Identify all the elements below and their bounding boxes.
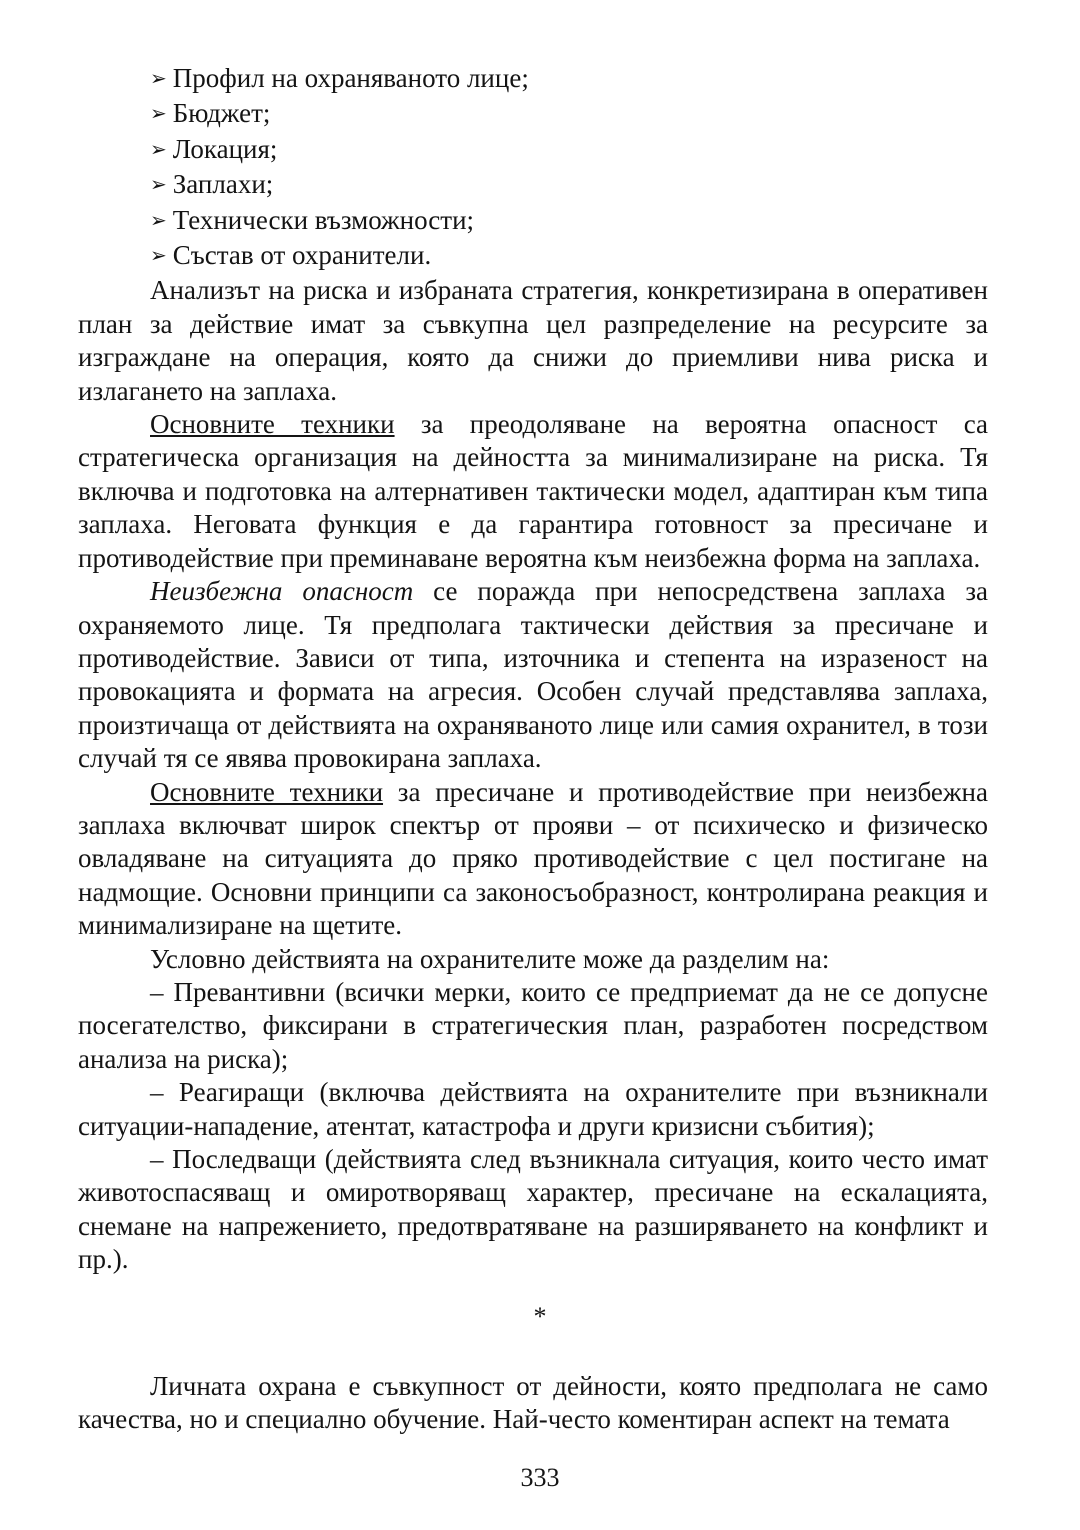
underlined-term: Основните техники [150, 776, 384, 807]
paragraph-subsequent: – Последващи (действията след възникнала ситуация, които често имат животоспасяващ и омиротворяващ характер, пресичане на ескалацията, снемане на напрежението, предотвратяване на разширяването на конфликт и пр.). [78, 1144, 988, 1275]
paragraph-risk-analysis: Анализът на риска и избраната стратегия, конкретизирана в оперативен план за действие имат за съвкупна цел разпределение на ресурсите за изграждане на операция, която да снижи до приемливи нива риска и излагането на заплаха. [78, 275, 988, 406]
paragraph-inevitable-danger [78, 575, 988, 775]
arrowhead-bullet-icon: ➢ [150, 136, 167, 161]
paragraph-personal-security: Личната охрана е съвкупност от дейности, която предполага не само качества, но и специално обучение. Най-често коментиран аспект на темата [78, 1371, 988, 1435]
paragraph-actions-intro: Условно действията на охранителите може да разделим на: [150, 943, 830, 974]
page-number: 333 [520, 1463, 560, 1492]
list-item [78, 168, 988, 203]
paragraph-text: за преодоляване на вероятна опасност са стратегическа организация на дейността за минимализиране на риска. Тя включва и подготовка на алтернативен тактически модел, адаптиран към типа заплаха. Неговата функция е да гарантира готовност за пресичане и противодействие при преминаване вероятна към неизбежна форма на заплаха. [78, 409, 988, 573]
page-body [78, 62, 988, 1277]
list-item-text: Технически възможности; [172, 204, 475, 235]
paragraph-preventive: – Превантивни (всички мерки, които се предприемат да не се допусне посегателство, фиксирани в стратегическия план, разработен посредством анализа на риска); [78, 976, 988, 1074]
underlined-term: Основните техники [150, 409, 395, 440]
list-item-text: Състав от охранители. [172, 240, 432, 271]
paragraph-reactive: – Реагиращи (включва действията на охранителите при възникнали ситуации-нападение, атентат, катастрофа и други кризисни събития); [78, 1077, 988, 1141]
arrowhead-bullet-icon: ➢ [150, 243, 167, 268]
arrowhead-bullet-icon: ➢ [150, 172, 167, 197]
paragraph-text: за пресичане и противодействие при неизбежна заплаха включват широк спектър от прояви – от психическо и физическо овладяване на ситуацията до пряко противодействие с цел постигане на надмощие. Основни принципи са законосъобразност, контролирана реакция и минимализиране на щетите. [78, 776, 988, 941]
list-item-text: Бюджет; [172, 98, 271, 129]
paragraph-basic-techniques-inevitable [78, 776, 988, 943]
list-item-text: Профил на охраняваното лице; [172, 63, 529, 93]
arrowhead-bullet-icon: ➢ [150, 207, 167, 232]
list-item [78, 204, 988, 239]
list-item-text: Локация; [172, 133, 278, 164]
list-item [78, 239, 988, 274]
list-item [78, 97, 988, 132]
italic-term: Неизбежна опасност [150, 576, 414, 607]
list-item-text: Заплахи; [172, 169, 274, 200]
list-item [78, 133, 988, 168]
list-item [78, 62, 988, 97]
paragraph-basic-techniques-probable [78, 408, 988, 575]
section-separator: * [533, 1302, 547, 1331]
arrowhead-bullet-icon: ➢ [150, 101, 167, 126]
arrowhead-bullet-icon: ➢ [150, 66, 167, 90]
paragraph-text: се поражда при непосредствена заплаха за охраняемото лице. Тя предполага тактически действия за пресичане и противодействие. Зависи от типа, източника и степента на изразеност на провокацията и формата на агресия. Особен случай представлява заплаха, произтичаща от действията на охраняваното лице или самия охранител, в този случай тя се явява провокирана заплаха. [78, 576, 988, 774]
